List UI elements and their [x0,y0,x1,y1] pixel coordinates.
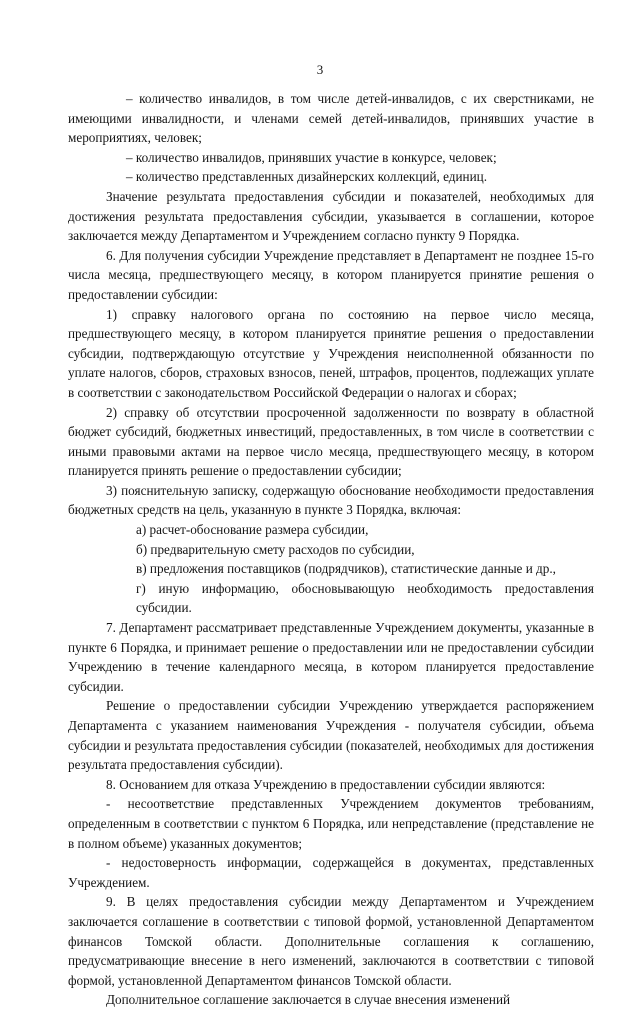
paragraph: 9. В целях предоставления субсидии между Департаментом и Учреждением заключается соглашение в соответствии с типовой формой, установленной Департаментом финансов Томской области. Дополнительные соглашения к соглашению, предусматривающие внесение в него изменений, заключаются в соответствии с типовой формой, установленной Департаментом финансов Томской области. [68,894,594,988]
paragraph: 1) справку налогового органа по состоянию на первое число месяца, предшествующего месяцу, в котором планируется принятие решения о предоставлении субсидии, подтверждающую отсутствие у Учреждения неисполненной обязанности по уплате налогов, сборов, страховых взносов, пеней, штрафов, процентов, подлежащих уплате в соответствии с законодательством Российской Федерации о налогах и сборах; [68,306,594,400]
paragraph: 3) пояснительную записку, содержащую обоснование необходимости предоставления бюджетных средств на цель, указанную в пункте 3 Порядка, включая: [68,482,594,518]
paragraph: – количество представленных дизайнерских коллекций, единиц. [126,169,488,185]
paragraph: 7. Департамент рассматривает представленные Учреждением документы, указанные в пункте 6 Порядка, и принимает решение о предоставлении или не предоставлении субсидии Учреждению в течение календарного месяца, в котором планируется предоставление субсидии. [68,620,594,694]
list-item: б) предварительную смету расходов по субсидии, [136,541,415,557]
paragraph: 8. Основанием для отказа Учреждению в предоставлении субсидии являются: [106,776,546,792]
paragraph: – количество инвалидов, принявших участие в конкурсе, человек; [126,149,497,165]
paragraph: - недостоверность информации, содержащейся в документах, представленных Учреждением. [68,855,594,890]
paragraph: Дополнительное соглашение заключается в случае внесения изменений [106,992,511,1008]
paragraph: Решение о предоставлении субсидии Учреждению утверждается распоряжением Департамента с указанием наименования Учреждения - получателя субсидии, объема субсидии и результата предоставления субсидии (показателей, необходимых для достижения результата предоставления субсидии). [68,698,594,773]
paragraph: 2) справку об отсутствии просроченной задолженности по возврату в областной бюджет субсидий, бюджетных инвестиций, предоставленных, в том числе в соответствии с иными правовыми актами на первое число месяца, предшествующего месяцу, в котором планируется принять решение о предоставлении субсидии; [68,404,594,479]
paragraph: – количество инвалидов, в том числе детей-инвалидов, с их сверстниками, не имеющими инвалидности, и членами семей детей-инвалидов, принявших участие в мероприятиях, человек; [68,91,594,146]
list-item: а) расчет-обоснование размера субсидии, [136,522,369,538]
paragraph: - несоответствие представленных Учреждением документов требованиям, определенным в соответствии с пунктом 6 Порядка, или непредставление (представление не в полном объеме) указанных документов; [68,796,594,851]
paragraph: 6. Для получения субсидии Учреждение представляет в Департамент не позднее 15-го числа месяца, предшествующего месяцу, в котором планируется принятие решения о предоставлении субсидии: [68,247,594,302]
document-body [68,89,594,1010]
list-item: в) предложения поставщиков (подрядчиков), статистические данные и др., [136,561,556,577]
paragraph: Значение результата предоставления субсидии и показателей, необходимых для достижения результата предоставления субсидии, указывается в соглашении, которое заключается между Департаментом и Учреждением согласно пункту 9 Порядка. [68,188,594,244]
list-item: г) иную информацию, обосновывающую необходимость предоставления субсидии. [136,580,594,616]
page-number: 3 [316,62,324,77]
